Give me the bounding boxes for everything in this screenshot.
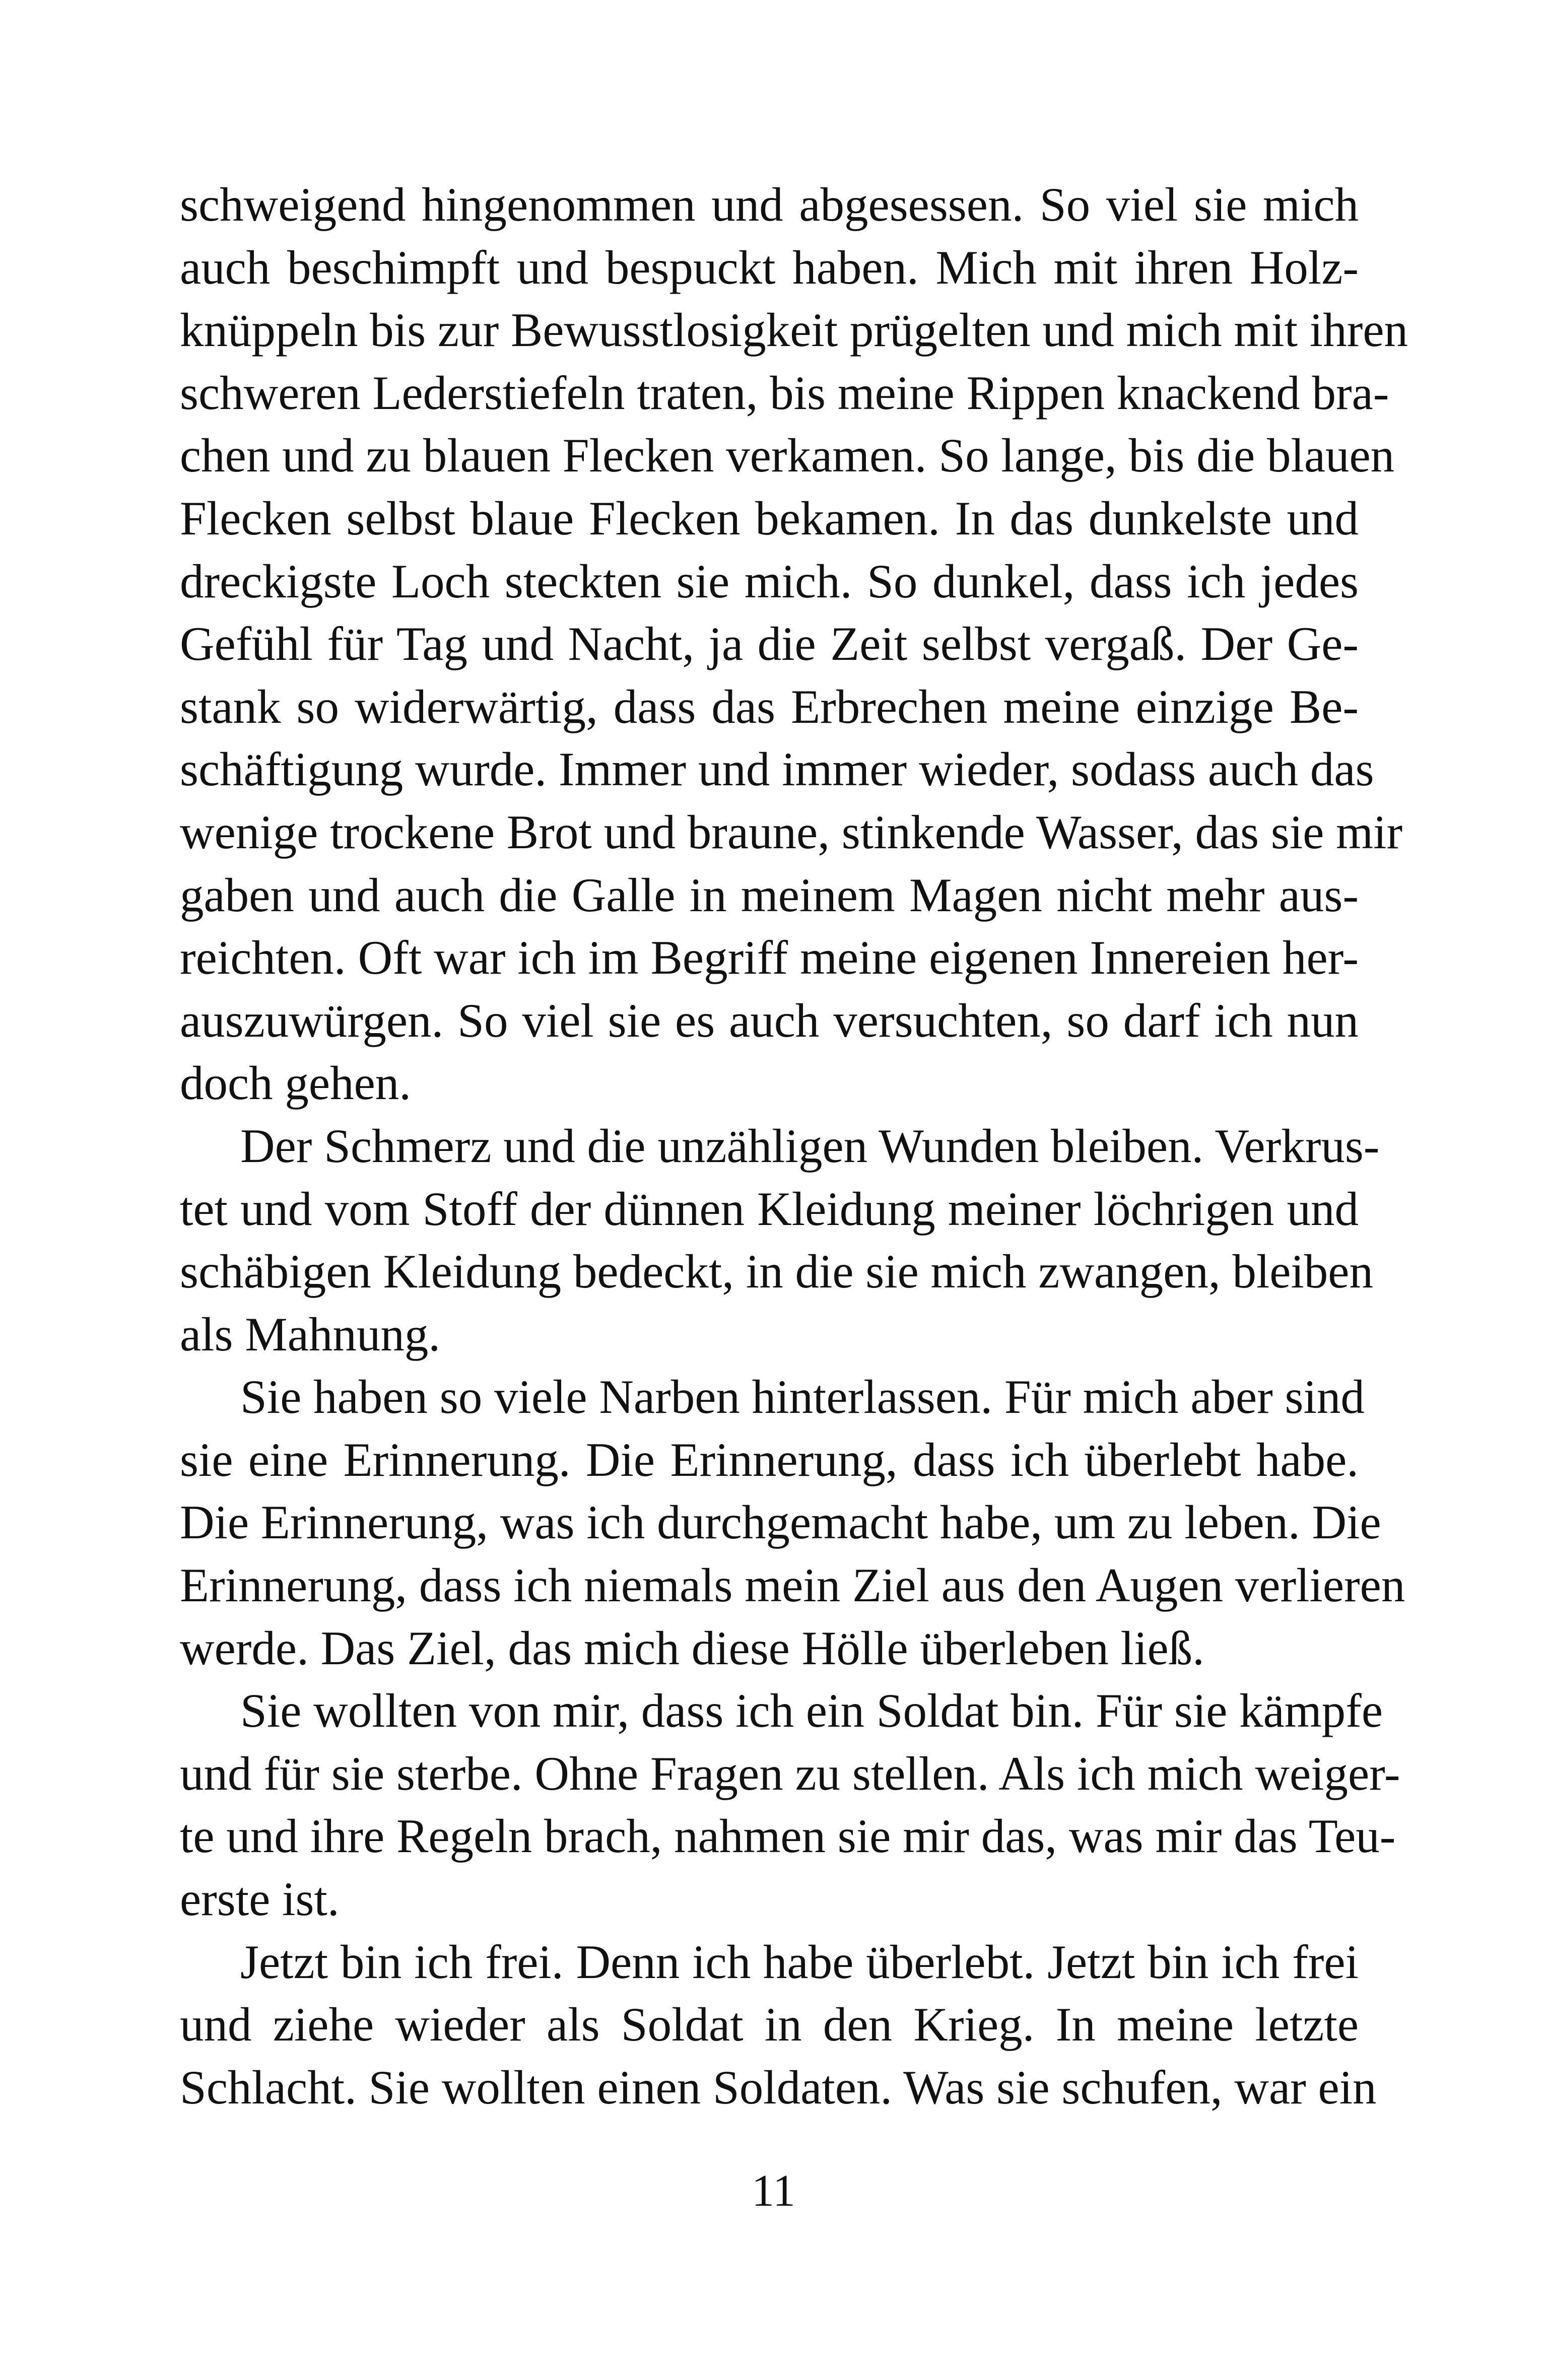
body-text bbox=[180, 173, 1408, 2119]
text-line: sie eine Erinnerung. Die Erinnerung, dass ich überlebt habe. bbox=[180, 1433, 1359, 1486]
text-line: Sie wollten von mir, dass ich ein Soldat bin. Für sie kämpfe bbox=[240, 1684, 1383, 1738]
text-line: wenige trockene Brot und braune, stinkende Wasser, das sie mir bbox=[180, 805, 1403, 859]
text-line: stank so widerwärtig, dass das Erbrechen meine einzige Be- bbox=[180, 679, 1359, 733]
text-line: und ziehe wieder als Soldat in den Krieg. In meine letzte bbox=[180, 1998, 1359, 2052]
text-line: schäftigung wurde. Immer und immer wieder, sodass auch das bbox=[180, 742, 1374, 796]
text-line: Der Schmerz und die unzähligen Wunden bleiben. Verkrus- bbox=[240, 1119, 1380, 1173]
text-line: schweigend hingenommen und abgesessen. So viel sie mich bbox=[180, 178, 1359, 231]
text-line: erste ist. bbox=[180, 1872, 340, 1926]
text-line: werde. Das Ziel, das mich diese Hölle überleben ließ. bbox=[180, 1621, 1204, 1675]
text-line: Sie haben so viele Narben hinterlassen. Für mich aber sind bbox=[240, 1370, 1365, 1424]
text-line: Die Erinnerung, was ich durchgemacht habe, um zu leben. Die bbox=[180, 1495, 1381, 1549]
text-line: und für sie sterbe. Ohne Fragen zu stellen. Als ich mich weiger- bbox=[180, 1746, 1400, 1800]
text-line: schäbigen Kleidung bedeckt, in die sie mich zwangen, bleiben bbox=[180, 1245, 1373, 1299]
text-line: chen und zu blauen Flecken verkamen. So lange, bis die blauen bbox=[180, 429, 1395, 483]
text-line: auch beschimpft und bespuckt haben. Mich mit ihren Holz- bbox=[180, 240, 1359, 294]
text-line: gaben und auch die Galle in meinem Magen nicht mehr aus- bbox=[180, 868, 1359, 922]
text-line: schweren Lederstiefeln traten, bis meine Rippen knackend bra- bbox=[180, 366, 1389, 420]
text-line: dreckigste Loch steckten sie mich. So dunkel, dass ich jedes bbox=[180, 554, 1359, 608]
text-line: auszuwürgen. So viel sie es auch versuchten, so darf ich nun bbox=[180, 993, 1359, 1047]
text-line: Erinnerung, dass ich niemals mein Ziel aus den Augen verlieren bbox=[180, 1558, 1405, 1612]
text-line: als Mahnung. bbox=[180, 1307, 441, 1361]
text-line: Schlacht. Sie wollten einen Soldaten. Was sie schufen, war ein bbox=[180, 2060, 1377, 2114]
text-line: tet und vom Stoff der dünnen Kleidung meiner löchrigen und bbox=[180, 1182, 1359, 1236]
page-number: 11 bbox=[752, 2166, 795, 2216]
text-line: knüppeln bis zur Bewusstlosigkeit prügelten und mich mit ihren bbox=[180, 303, 1408, 357]
text-line: Jetzt bin ich frei. Denn ich habe überlebt. Jetzt bin ich frei bbox=[240, 1935, 1359, 1989]
text-line: Flecken selbst blaue Flecken bekamen. In das dunkelste und bbox=[180, 491, 1359, 545]
text-line: reichten. Oft war ich im Begriff meine eigenen Innereien her- bbox=[180, 931, 1359, 985]
text-line: doch gehen. bbox=[180, 1056, 411, 1110]
text-line: te und ihre Regeln brach, nahmen sie mir das, was mir das Teu- bbox=[180, 1809, 1396, 1863]
text-line: Gefühl für Tag und Nacht, ja die Zeit selbst vergaß. Der Ge- bbox=[180, 617, 1359, 671]
